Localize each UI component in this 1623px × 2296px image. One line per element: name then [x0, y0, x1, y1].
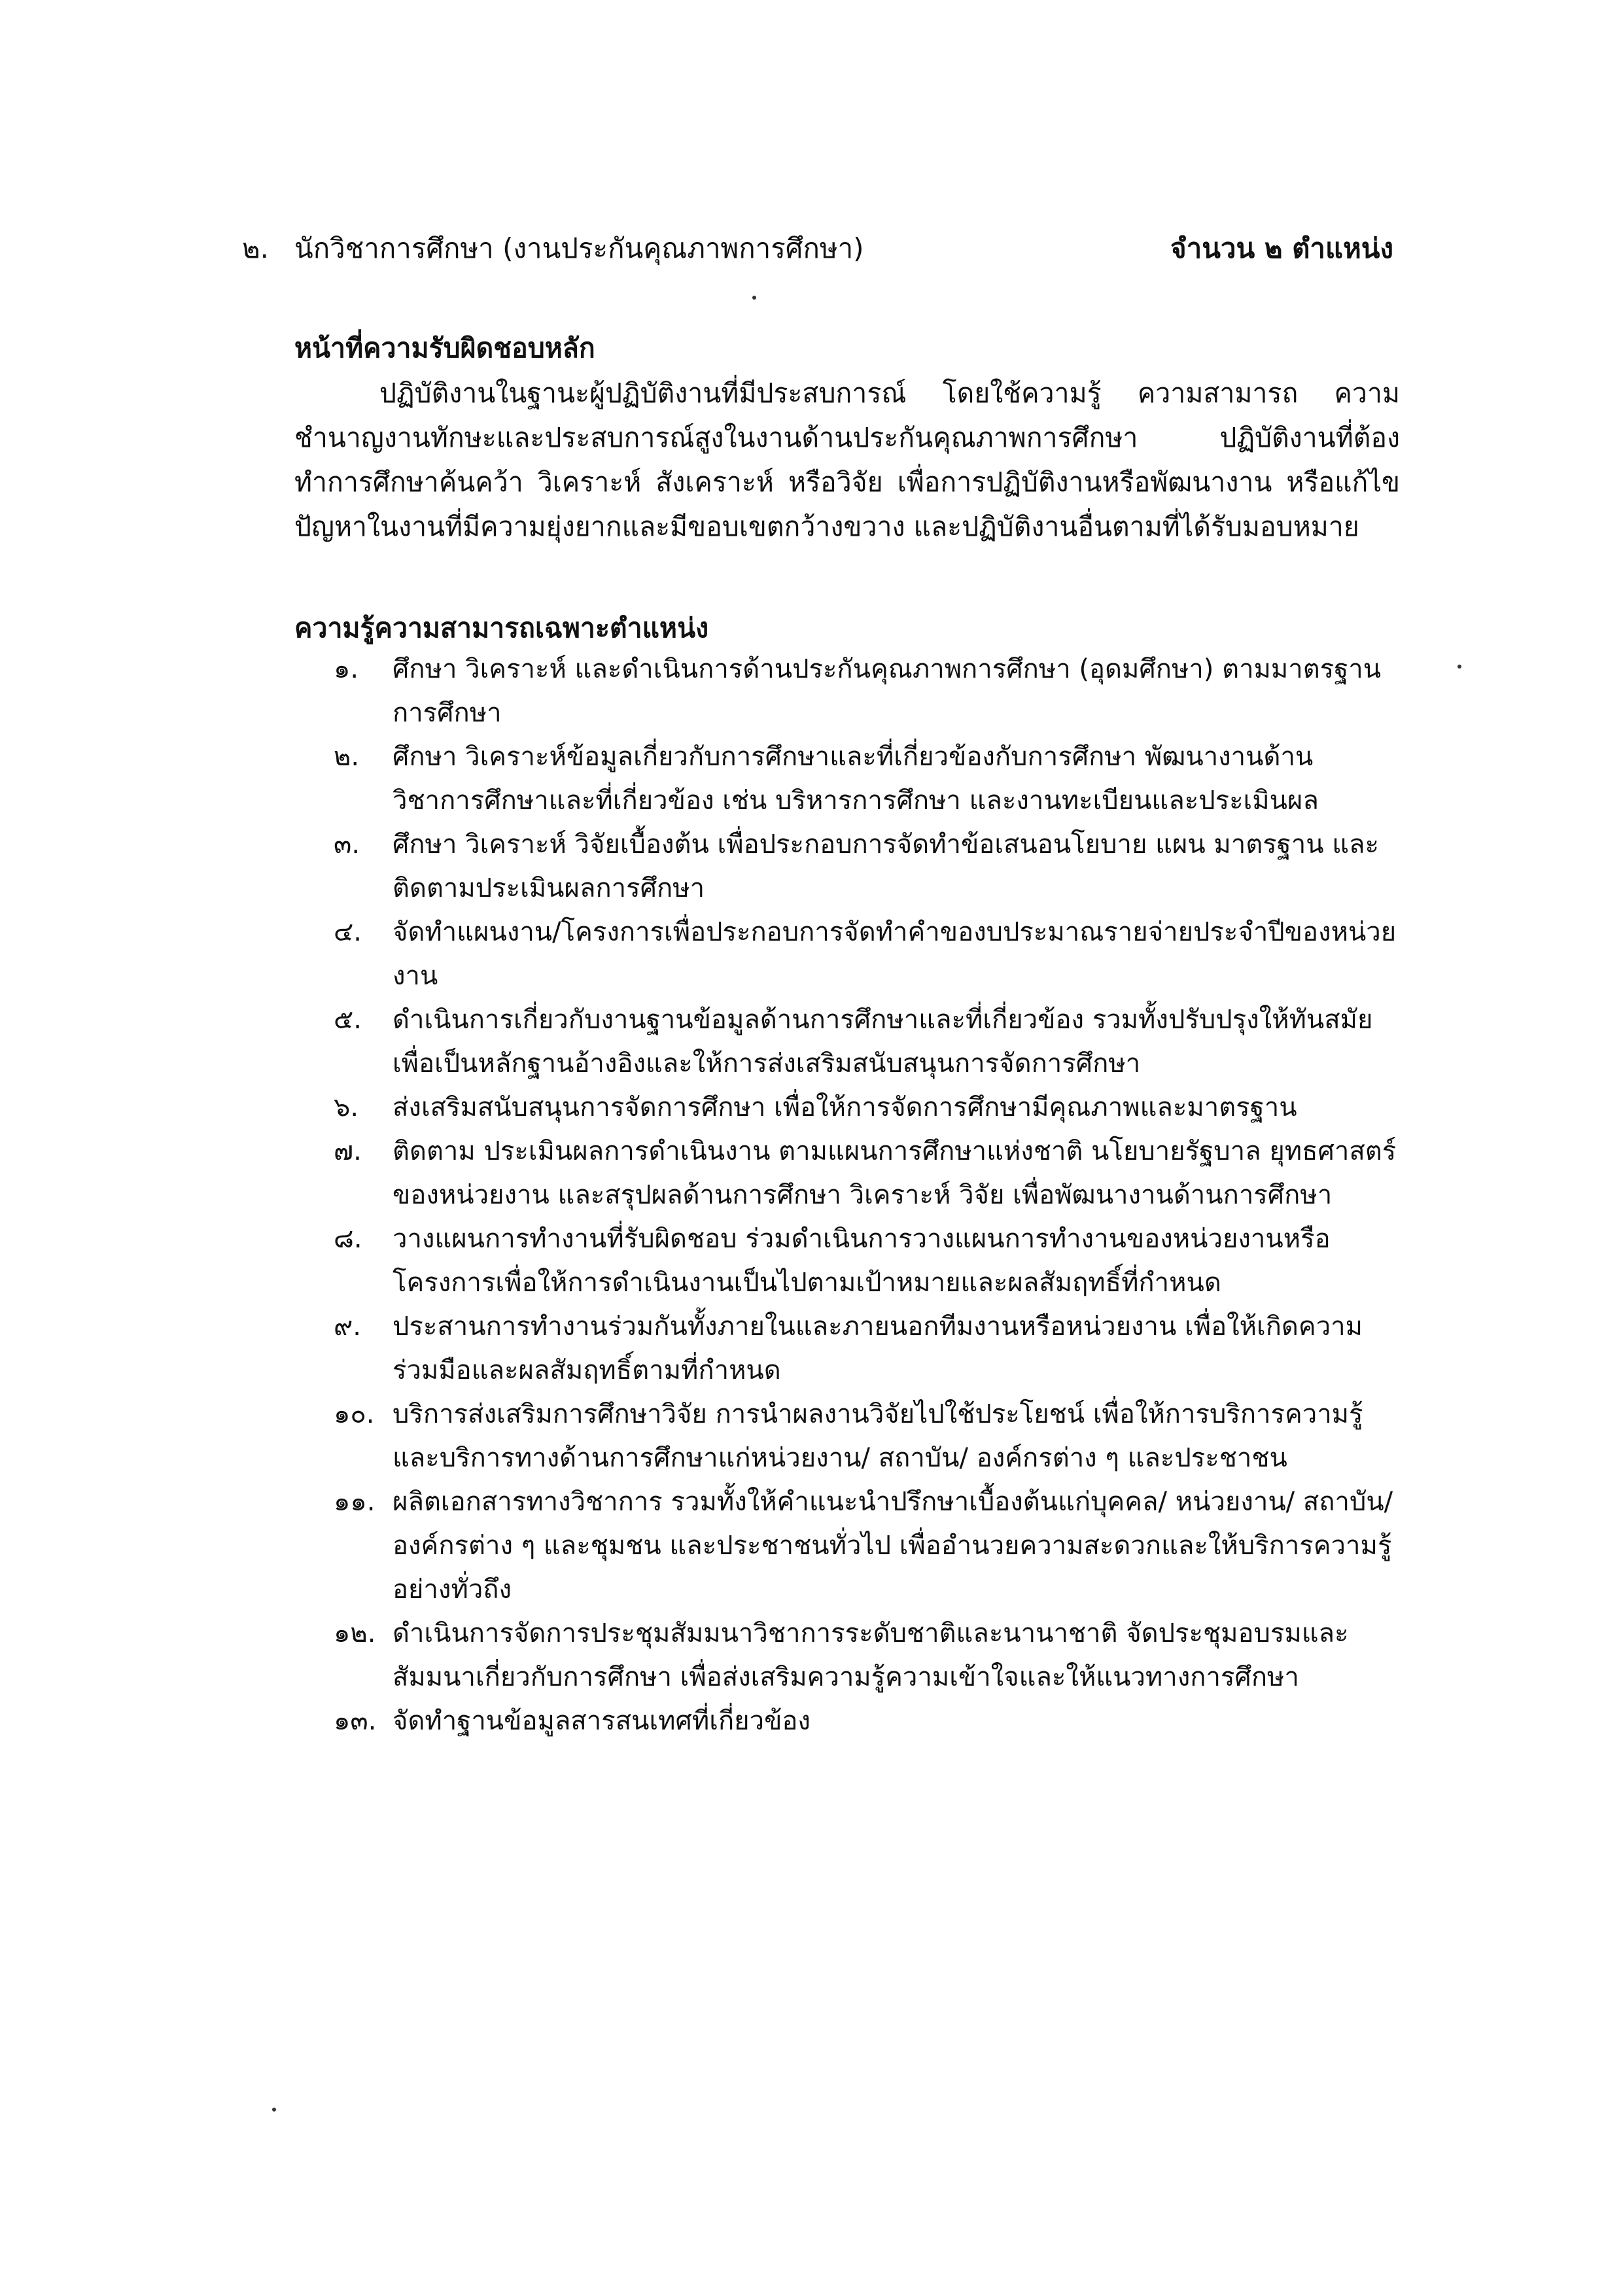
- item-number: ๘.: [334, 1224, 362, 1254]
- item-text: ส่งเสริมสนับสนุนการจัดการศึกษา เพื่อให้การจัดการศึกษามีคุณภาพและมาตรฐาน: [393, 1092, 1297, 1122]
- duties-paragraph: ปฏิบัติงานในฐานะผู้ปฏิบัติงานที่มีประสบการณ์ โดยใช้ความรู้ ความสามารถ ความชำนาญงานทักษะและประสบการณ์สูงในงานด้านประกันคุณภาพการศึกษา ปฏิบัติงานที่ต้องทำการศึกษาค้นคว้า วิเคราะห์ สังเคราะห์ หรือวิจัย เพื่อการปฏิบัติงานหรือพัฒนางาน หรือแก้ไขปัญหาในงานที่มีความยุ่งยากและมีขอบเขตกว้างขวาง และปฏิบัติงานอื่นตามที่ได้รับมอบหมาย: [294, 377, 1400, 542]
- item-number: ๒.: [334, 742, 360, 772]
- scan-speck: [1457, 665, 1461, 669]
- item-text: ติดตาม ประเมินผลการดำเนินงาน ตามแผนการศึกษาแห่งชาติ นโยบายรัฐบาล ยุทธศาสตร์ของหน่วยงาน และสรุปผลด้านการศึกษา วิเคราะห์ วิจัย เพื่อพัฒนางานด้านการศึกษา: [393, 1136, 1397, 1210]
- list-item: [334, 735, 1403, 823]
- competencies-heading: ความรู้ความสามารถเฉพาะตำแหน่ง: [294, 612, 709, 644]
- item-text: จัดทำฐานข้อมูลสารสนเทศที่เกี่ยวข้อง: [393, 1706, 811, 1736]
- list-item: [334, 1480, 1403, 1612]
- item-text: ดำเนินการเกี่ยวกับงานฐานข้อมูลด้านการศึกษาและที่เกี่ยวข้อง รวมทั้งปรับปรุงให้ทันสมัยเพื่อเป็นหลักฐานอ้างอิงและให้การส่งเสริมสนับสนุนการจัดการศึกษา: [393, 1005, 1373, 1079]
- list-item: [334, 1217, 1403, 1305]
- item-text: ศึกษา วิเคราะห์ วิจัยเบื้องต้น เพื่อประกอบการจัดทำข้อเสนอนโยบาย แผน มาตรฐาน และติดตามประเมินผลการศึกษา: [393, 829, 1380, 903]
- list-item: [334, 648, 1403, 735]
- position-count: จำนวน ๒ ตำแหน่ง: [1170, 232, 1393, 264]
- item-number: ๕.: [334, 1005, 362, 1035]
- item-number: ๖.: [334, 1092, 359, 1122]
- list-item: [334, 1393, 1403, 1480]
- list-item: [334, 1086, 1403, 1130]
- duties-heading: หน้าที่ความรับผิดชอบหลัก: [294, 332, 595, 364]
- item-text: ประสานการทำงานร่วมกันทั้งภายในและภายนอกทีมงานหรือหน่วยงาน เพื่อให้เกิดความร่วมมือและผลสัมฤทธิ์ตามที่กำหนด: [393, 1312, 1363, 1385]
- list-item: [334, 998, 1403, 1086]
- position-heading: [242, 226, 1393, 271]
- scan-speck: [752, 296, 756, 300]
- item-number: ๗.: [334, 1136, 362, 1166]
- item-number: ๑๓.: [334, 1706, 377, 1736]
- competencies-list: [334, 648, 1403, 1743]
- list-item: [334, 911, 1403, 998]
- item-number: ๑๑.: [334, 1487, 375, 1517]
- item-number: ๙.: [334, 1312, 362, 1342]
- item-text: จัดทำแผนงาน/โครงการเพื่อประกอบการจัดทำคำของบประมาณรายจ่ายประจำปีของหน่วยงาน: [393, 917, 1397, 991]
- list-item: [334, 1612, 1403, 1699]
- scan-speck: [272, 2108, 276, 2112]
- list-item: [334, 1130, 1403, 1217]
- item-text: บริการส่งเสริมการศึกษาวิจัย การนำผลงานวิจัยไปใช้ประโยชน์ เพื่อให้การบริการความรู้และบริการทางด้านการศึกษาแก่หน่วยงาน/ สถาบัน/ องค์กรต่าง ๆ และประชาชน: [393, 1399, 1363, 1473]
- list-item: [334, 823, 1403, 911]
- item-text: ผลิตเอกสารทางวิชาการ รวมทั้งให้คำแนะนำปรึกษาเบื้องต้นแก่บุคคล/ หน่วยงาน/ สถาบัน/ องค์กรต่าง ๆ และชุมชน และประชาชนทั่วไป เพื่ออำนวยความสะดวกและให้บริการความรู้อย่างทั่วถึง: [393, 1487, 1393, 1605]
- item-number: ๑๐.: [334, 1399, 375, 1429]
- item-text: ศึกษา วิเคราะห์ และดำเนินการด้านประกันคุณภาพการศึกษา (อุดมศึกษา) ตามมาตรฐานการศึกษา: [393, 654, 1382, 728]
- item-number: ๑๒.: [334, 1618, 376, 1648]
- item-number: ๓.: [334, 829, 360, 860]
- item-text: ดำเนินการจัดการประชุมสัมมนาวิชาการระดับชาติและนานาชาติ จัดประชุมอบรมและสัมมนาเกี่ยวกับการศึกษา เพื่อส่งเสริมความรู้ความเข้าใจและให้แนวทางการศึกษา: [393, 1618, 1349, 1692]
- position-title: นักวิชาการศึกษา (งานประกันคุณภาพการศึกษา): [294, 232, 864, 264]
- item-text: ศึกษา วิเคราะห์ข้อมูลเกี่ยวกับการศึกษาและที่เกี่ยวข้องกับการศึกษา พัฒนางานด้านวิชาการศึกษาและที่เกี่ยวข้อง เช่น บริหารการศึกษา และงานทะเบียนและประเมินผล: [393, 742, 1319, 816]
- item-number: ๑.: [334, 654, 359, 684]
- list-item: [334, 1305, 1403, 1393]
- item-text: วางแผนการทำงานที่รับผิดชอบ ร่วมดำเนินการวางแผนการทำงานของหน่วยงานหรือโครงการเพื่อให้การดำเนินงานเป็นไปตามเป้าหมายและผลสัมฤทธิ์ที่กำหนด: [393, 1224, 1331, 1298]
- position-number: ๒.: [242, 232, 270, 264]
- list-item: [334, 1699, 1403, 1743]
- item-number: ๔.: [334, 917, 362, 947]
